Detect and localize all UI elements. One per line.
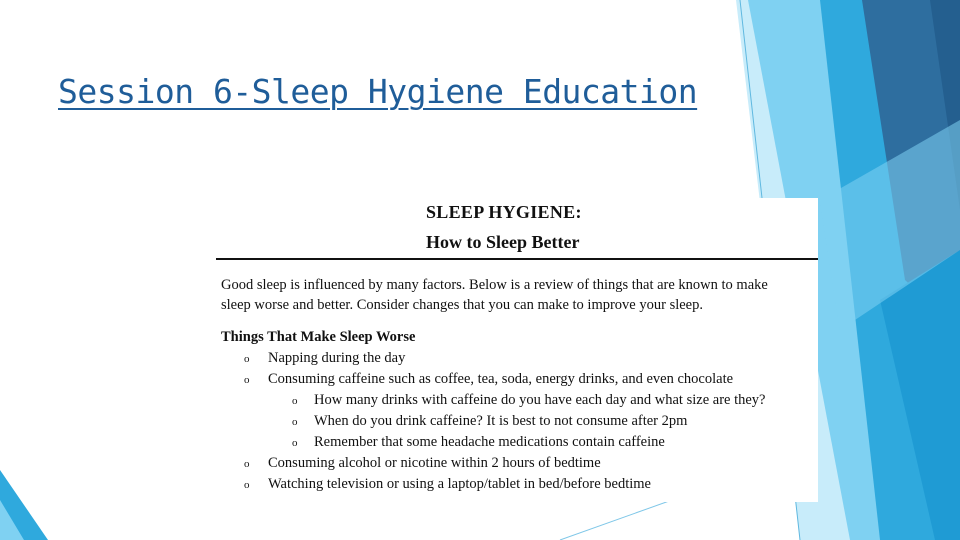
list-item: Consuming caffeine such as coffee, tea, soda, energy drinks, and even chocolate [268,371,734,387]
bullet-marker: o [244,374,250,386]
slide-title: Session 6-Sleep Hygiene Education [58,72,698,111]
list-item: Consuming alcohol or nicotine within 2 hours of bedtime [268,455,601,471]
list-item: Napping during the day [268,350,406,366]
bullet-marker: o [292,437,298,449]
bullet-marker: o [244,353,250,365]
section-heading: Things That Make Sleep Worse [221,329,416,345]
bullet-marker: o [244,479,250,491]
document-subheading: How to Sleep Better [426,232,580,252]
intro-line: sleep worse and better. Consider changes that you can make to improve your sleep. [221,297,703,313]
list-item: How many drinks with caffeine do you have each day and what size are they? [314,392,766,408]
bullet-marker: o [244,458,250,470]
intro-paragraph [221,275,816,315]
list-item: Watching television or using a laptop/tablet in bed/before bedtime [268,476,651,492]
bullet-marker: o [292,395,298,407]
document-excerpt [216,198,818,502]
heading-rule [216,258,818,260]
list-item: When do you drink caffeine? It is best to not consume after 2pm [314,413,688,429]
bullet-marker: o [292,416,298,428]
document-heading: SLEEP HYGIENE: [426,202,582,222]
list-item: Remember that some headache medications contain caffeine [314,434,665,450]
intro-line: Good sleep is influenced by many factors. Below is a review of things that are known to make [221,277,768,293]
